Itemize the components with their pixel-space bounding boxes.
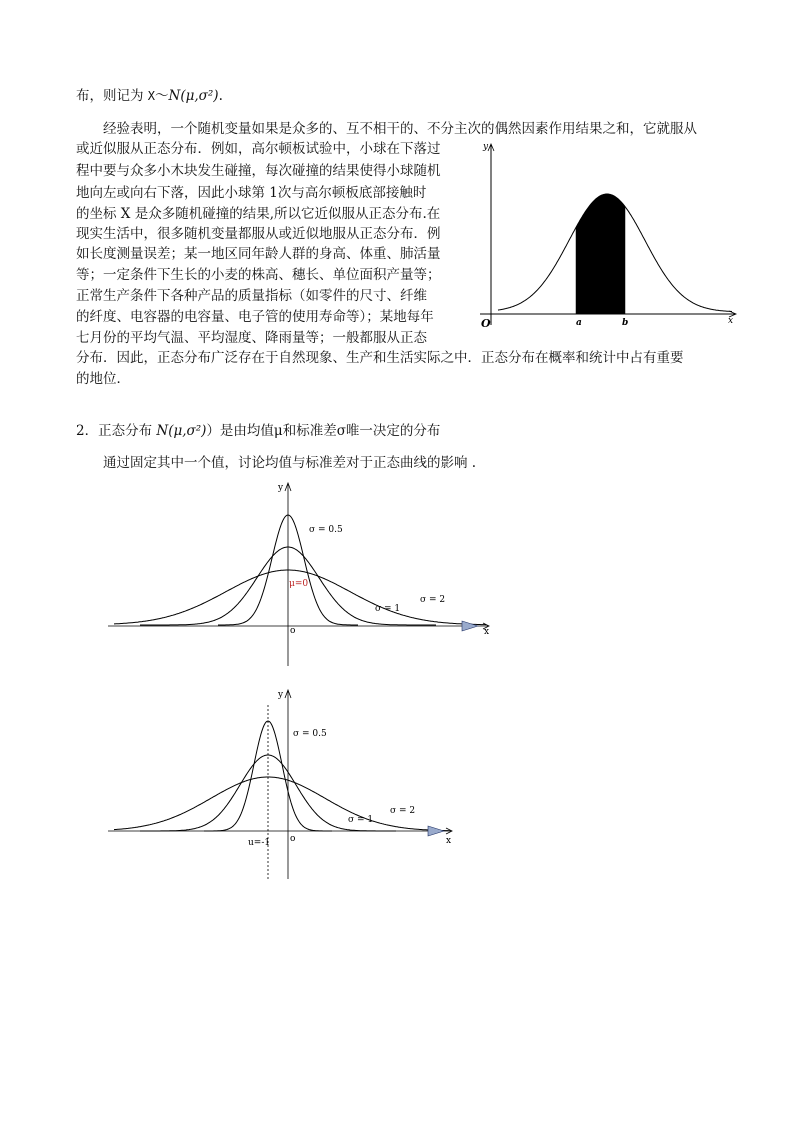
para-line: 分布．因此，正态分布广泛存在于自然现象、生产和生活实际之中．正态分布在概率和统计中占有重要 xyxy=(76,350,684,366)
normal-notation: N(μ,σ²) xyxy=(168,88,219,104)
y-axis-label: y xyxy=(278,483,284,493)
sigma-1-label: σ = 1 xyxy=(375,604,401,614)
section2-heading xyxy=(76,421,440,441)
para-line: 如长度测量误差；某一地区同年龄人群的身高、体重、肺活量 xyxy=(76,246,441,262)
para-line: 的地位． xyxy=(76,371,130,387)
x-axis-label: x xyxy=(484,627,490,637)
y-axis-label: y xyxy=(278,690,284,700)
section2-subtext: 通过固定其中一个值，讨论均值与标准差对于正态曲线的影响 . xyxy=(103,455,477,471)
figure-normal-shaded xyxy=(470,135,750,340)
shaded-area xyxy=(576,194,625,314)
y-axis-label: y xyxy=(483,142,489,152)
para-line: 地向左或向右下落，因此小球第 1次与高尔顿板底部接触时 xyxy=(76,185,427,201)
intro-line xyxy=(76,86,223,106)
heading-notation: N(μ,σ²) xyxy=(156,423,207,439)
intro-period: . xyxy=(218,88,223,104)
arrow-marker-icon xyxy=(428,826,444,836)
section-number: 2． xyxy=(76,423,99,439)
para-line: 经验表明，一个随机变量如果是众多的、互不相干的、不分主次的偶然因素作用结果之和，它就服从 xyxy=(103,121,697,137)
a-label: a xyxy=(576,318,582,328)
random-variable: X xyxy=(147,89,156,103)
figure-mu-zero xyxy=(100,478,500,670)
para-line: 的坐标 X 是众多随机碰撞的结果,所以它近似服从正态分布.在 xyxy=(76,206,441,222)
figure-mu-minus-one xyxy=(100,685,470,883)
b-label: b xyxy=(622,318,629,328)
x-axis-label: x xyxy=(446,836,452,846)
heading-prefix: 正态分布 xyxy=(98,423,153,439)
intro-prefix: 布，则记为 xyxy=(76,88,144,104)
sigma-0-5-label: σ = 0.5 xyxy=(309,525,343,535)
origin-label: o xyxy=(290,626,296,636)
sigma-2-label: σ = 2 xyxy=(390,806,416,816)
mu-label: μ=0 xyxy=(289,579,309,589)
curve-sigma-2 xyxy=(114,777,450,831)
para-line: 的纤度、电容器的电容量、电子管的使用寿命等）；某地每年 xyxy=(76,309,434,325)
para-line: 七月份的平均气温、平均湿度、降雨量等；一般都服从正态 xyxy=(76,330,427,346)
para-line: 程中要与众多小木块发生碰撞，每次碰撞的结果使得小球随机 xyxy=(76,163,441,179)
para-line: 现实生活中，很多随机变量都服从或近似地服从正态分布．例 xyxy=(76,226,441,242)
tilde: ～ xyxy=(155,88,169,104)
sigma-2-label: σ = 2 xyxy=(420,595,446,605)
para-line: 等；一定条件下生长的小麦的株高、穗长、单位面积产量等； xyxy=(76,267,441,283)
mu-label: u=-1 xyxy=(248,838,271,848)
x-axis-label: x xyxy=(728,316,734,326)
origin-label: o xyxy=(290,834,296,844)
para-line: 正常生产条件下各种产品的质量指标（如零件的尺寸、纤维 xyxy=(76,288,427,304)
sigma-1-label: σ = 1 xyxy=(348,815,374,825)
arrow-marker-icon xyxy=(462,621,478,631)
sigma-0-5-label: σ = 0.5 xyxy=(293,729,327,739)
heading-suffix: ）是由均值μ和标准差σ唯一决定的分布 xyxy=(206,423,441,439)
origin-label: O xyxy=(481,317,491,330)
para-line: 或近似服从正态分布．例如，高尔顿板试验中，小球在下落过 xyxy=(76,141,441,157)
